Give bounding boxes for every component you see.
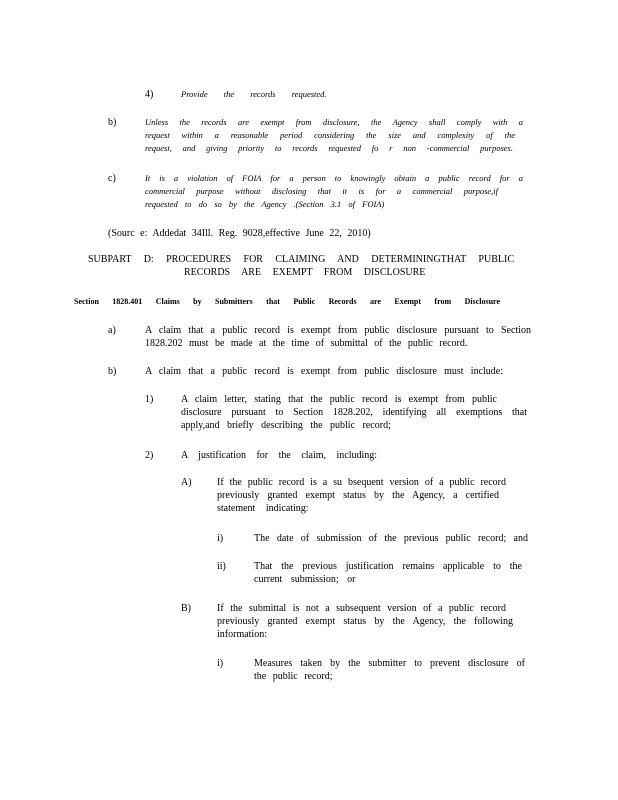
para-Aii-line-2: current submission; or bbox=[254, 574, 356, 585]
item-4-label: 4) bbox=[145, 89, 154, 100]
para-Ai-line-1: The date of submission of the previous public record; and bbox=[254, 533, 528, 544]
subpart-heading-line-1: SUBPART D: PROCEDURES FOR CLAIMING AND DETERMININGTHAT PUBLIC bbox=[88, 254, 514, 265]
subpart-heading-line-2: RECORDS ARE EXEMPT FROM DISCLOSURE bbox=[184, 267, 426, 278]
para-Aii-line-1: That the previous justification remains applicable to the bbox=[254, 561, 522, 572]
para-b1-line-2: disclosure pursuant to Section 1828.202, identifying all exemptions that bbox=[181, 407, 527, 418]
para-A-line-3: statement indicating: bbox=[217, 503, 309, 514]
para-b1-line-1: A claim letter, stating that the public record is exempt from public bbox=[181, 394, 497, 405]
para-B-line-1: If the submittal is not a subsequent version of a public record bbox=[217, 603, 506, 614]
item-c-line-2: commercial purpose without disclosing that it is for a commercial purpose,if bbox=[145, 186, 498, 196]
para-A-line-2: previously granted exempt status by the Agency, a certified bbox=[217, 490, 499, 501]
para-b2-label: 2) bbox=[145, 450, 154, 461]
para-B-line-2: previously granted exempt status by the Agency, the following bbox=[217, 616, 513, 627]
item-c-line-3: requested to do so by the Agency .(Section 3.1 of FOIA) bbox=[145, 199, 385, 209]
para-B-label: B) bbox=[181, 603, 191, 614]
para-a-label: a) bbox=[108, 325, 116, 336]
section-heading: Section 1828.401 Claims by Submitters that Public Records are Exempt from Disclosure bbox=[74, 297, 500, 306]
para-Ai-label: i) bbox=[217, 533, 224, 544]
para-B-line-3: information: bbox=[217, 629, 267, 640]
item-b-line-2: request within a reasonable period considering the size and complexity of the bbox=[145, 130, 515, 140]
para-Bi-line-1: Measures taken by the submitter to prevent disclosure of bbox=[254, 658, 525, 669]
item-b-label: b) bbox=[108, 117, 117, 128]
para-b1-line-3: apply,and briefly describing the public record; bbox=[181, 420, 391, 431]
para-a-line-2: 1828.202 must be made at the time of submittal of the public record. bbox=[145, 338, 468, 349]
para-b-line-1: A claim that a public record is exempt from public disclosure must include: bbox=[145, 366, 503, 377]
item-4-text: Provide the records requested. bbox=[181, 89, 327, 99]
item-c-label: c) bbox=[108, 173, 116, 184]
para-A-line-1: If the public record is a su bsequent version of a public record bbox=[217, 477, 506, 488]
para-a-line-1: A claim that a public record is exempt from public disclosure pursuant to Section bbox=[145, 325, 531, 336]
para-Bi-line-2: the public record; bbox=[254, 671, 333, 682]
para-b1-label: 1) bbox=[145, 394, 154, 405]
item-c-line-1: It is a violation of FOIA for a person to knowingly obtain a public record for a bbox=[145, 173, 523, 183]
source-note: (Sourc e: Addedat 34Ill. Reg. 9028,effective June 22, 2010) bbox=[108, 228, 371, 239]
para-b-label: b) bbox=[108, 366, 117, 377]
para-Bi-label: i) bbox=[217, 658, 224, 669]
item-b-line-3: request, and giving priority to records requested fo r non -commercial purposes. bbox=[145, 143, 513, 153]
item-b-line-1: Unless the records are exempt from disclosure, the Agency shall comply with a bbox=[145, 117, 523, 127]
para-Aii-label: ii) bbox=[217, 561, 226, 572]
para-A-label: A) bbox=[181, 477, 192, 488]
para-b2-line-1: A justification for the claim, including: bbox=[181, 450, 378, 461]
